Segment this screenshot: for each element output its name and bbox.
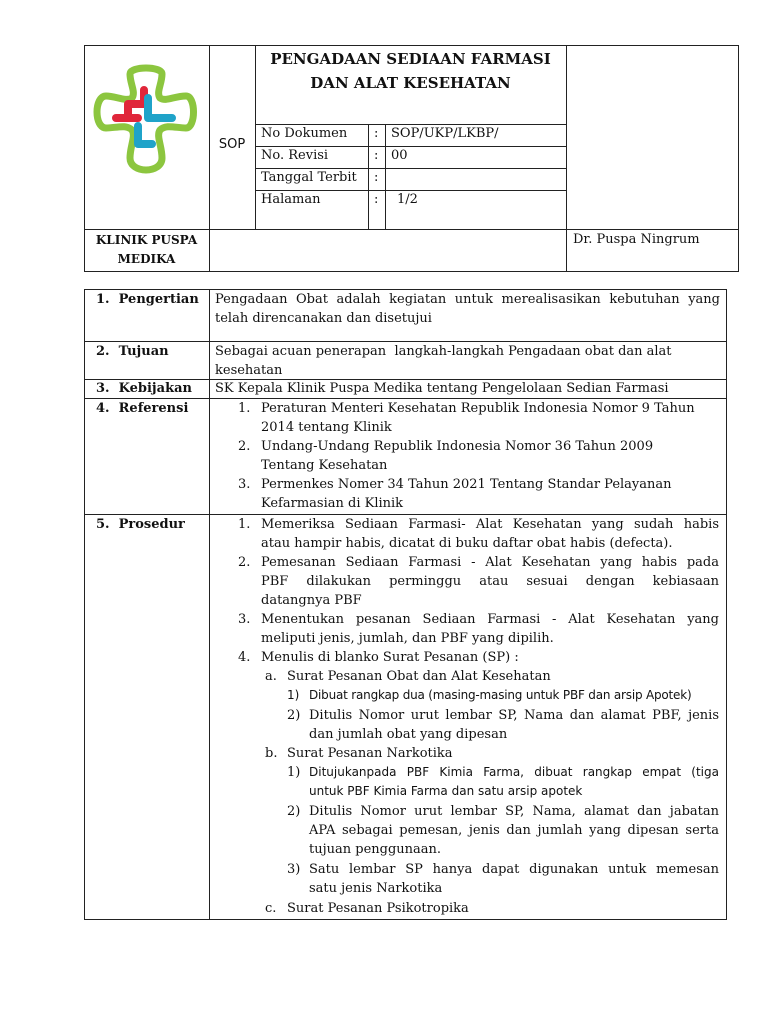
sop-label: SOP — [218, 137, 246, 152]
document-title-line2: DAN ALAT KESEHATAN — [310, 74, 511, 92]
clinic-name-line1: KLINIK PUSPA — [95, 233, 198, 247]
meta-colon: : — [374, 126, 379, 141]
meta-label-no-revisi: No. Revisi — [261, 148, 329, 163]
section-label-kebijakan: 3. Kebijakan — [96, 381, 192, 396]
clinic-name-line2: MEDIKA — [117, 252, 176, 266]
section-label-tujuan: 2. Tujuan — [96, 344, 169, 359]
meta-label-halaman: Halaman — [261, 192, 321, 207]
kebijakan-text: SK Kepala Klinik Puspa Medika tentang Pengelolaan Sedian Farmasi — [215, 381, 669, 396]
cross-logo-icon — [86, 62, 206, 182]
meta-colon: : — [374, 148, 379, 163]
section-label-prosedur: 5. Prosedur — [96, 517, 185, 532]
meta-value-halaman: 1/2 — [397, 192, 418, 207]
referensi-list: 1. Peraturan Menteri Kesehatan Republik Indonesia Nomor 9 Tahun 2014 tentang Klinik 2. Undang-Undang Republik Indonesia Nomor 36 Tahun 2009 Tentang Kesehatan 3. Permenkes Nomer 34 Tahun 2021 Tentang Standar Pelayanan Kefarmasian di Klinik — [238, 401, 695, 511]
meta-label-no-dokumen: No Dokumen — [261, 126, 348, 141]
meta-value-no-dokumen: SOP/UKP/LKBP/ — [391, 126, 499, 141]
prosedur-list: 1. Memeriksa Sediaan Farmasi- Alat Kesehatan yang sudah habis atau hampir habis, dicatat di buku daftar obat habis (defecta). 2. Pemesanan Sediaan Farmasi - Alat Kesehatan yang habis pada PBF dilakukan perminggu atau sesuai dengan kebiasaan datangnya PBF 3. Menentukan pesanan Sediaan Farmasi - Alat Kesehatan yang meliputi jenis, jumlah, dan PBF yang dipilih. 4. Menulis di blanko Surat Pesanan (SP) : a. Surat Pesanan Obat dan Alat Kesehatan 1) Dibuat rangkap dua (masing-masing untuk PBF dan arsip Apotek) 2) Ditulis Nomor urut lembar SP, Nama dan alamat PBF, jenis dan jumlah obat yang dipesan b. Surat Pesanan Narkotika 1) Ditujukanpada PBF Kimia Farma, dibuat rangkap empat (tiga untuk PBF Kimia Farma dan satu arsip apotek 2) Ditulis Nomor urut lembar SP, Nama, alamat dan jabatan APA sebagai pemesan, jenis dan jumlah yang dipesan serta tujuan penggunaan. 3) Satu lembar SP hanya dapat digunakan untuk memesan satu jenis Narkotika c. Surat Pesanan Psikotropika — [238, 517, 719, 916]
signer-name: Dr. Puspa Ningrum — [573, 232, 700, 247]
clinic-logo — [86, 62, 206, 182]
meta-label-tanggal-terbit: Tanggal Terbit — [261, 170, 357, 185]
tujuan-text: Sebagai acuan penerapan langkah-langkah Pengadaan obat dan alat kesehatan — [215, 344, 672, 378]
section-label-pengertian: 1. Pengertian — [96, 292, 199, 307]
meta-colon: : — [374, 170, 379, 185]
meta-value-no-revisi: 00 — [391, 148, 408, 163]
document-title-line1: PENGADAAN SEDIAAN FARMASI — [270, 50, 551, 68]
section-label-referensi: 4. Referensi — [96, 401, 189, 416]
meta-colon: : — [374, 192, 379, 207]
pengertian-text: Pengadaan Obat adalah kegiatan untuk merealisasikan kebutuhan yang telah direncanakan dan disetujui — [215, 292, 720, 326]
